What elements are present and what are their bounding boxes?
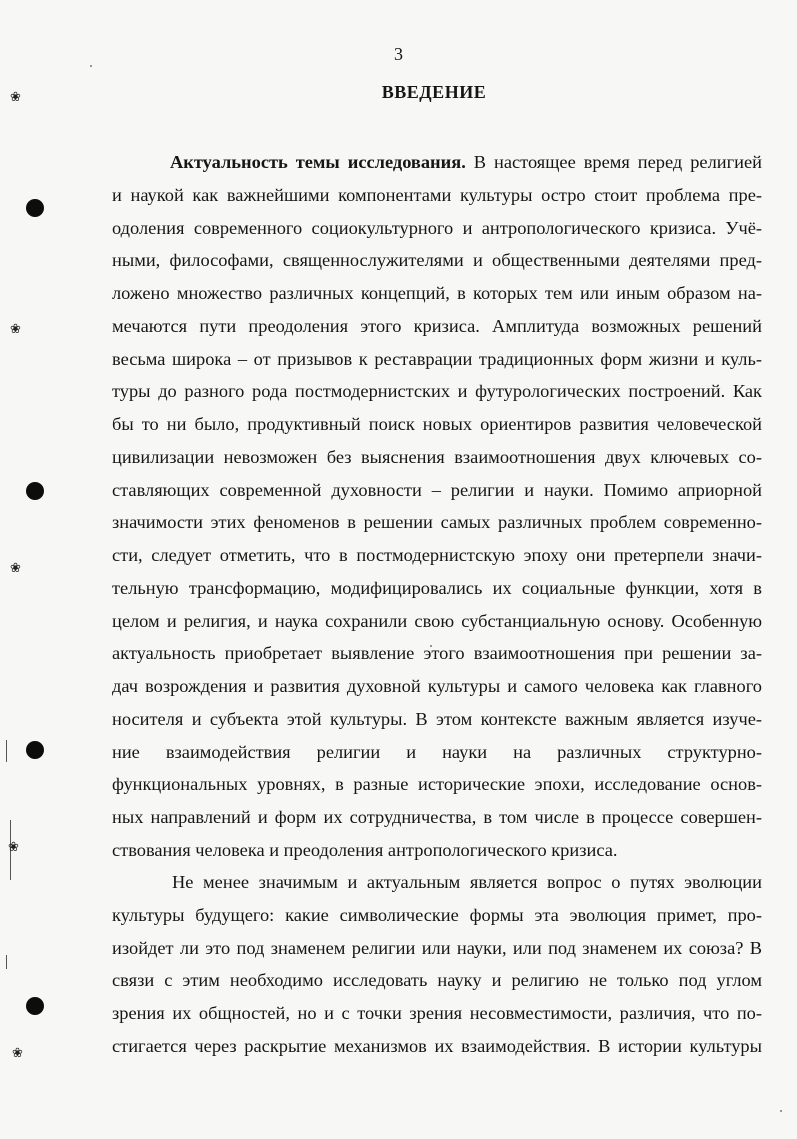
paragraph-line: дач возрождения и развития духовной культуры и самого человека как главного <box>112 676 762 696</box>
scan-speck <box>90 65 92 67</box>
paragraph-line: зрения их общностей, но и с точки зрения несовместимости, различия, что по- <box>112 1003 762 1023</box>
punch-hole-4 <box>26 997 44 1015</box>
relevance-lead: Актуальность темы исследования. <box>170 152 466 172</box>
paragraph-line: ствования человека и преодоления антропологического кризиса. <box>112 839 618 860</box>
section-heading: ВВЕДЕНИЕ <box>381 82 487 102</box>
paragraph-line: актуальность приобретает выявление этого взаимоотношения при решении за- <box>112 643 762 664</box>
paragraph-line: весьма широка – от призывов к реставрации традиционных форм жизни и куль- <box>112 348 762 369</box>
paragraph-line: функциональных уровнях, в разные исторические эпохи, исследование основ- <box>112 774 762 795</box>
paragraph-line: целом и религия, и наука сохранили свою субстанциальную основу. Особенную <box>112 610 762 631</box>
paragraph-line: и наукой как важнейшими компонентами культуры остро стоит проблема пре- <box>112 184 762 205</box>
scan-edge-line <box>6 955 7 969</box>
scan-mark: ❀ <box>10 560 21 575</box>
paragraph-line: Не менее значимым и актуальным является вопрос о путях эволюции <box>172 872 762 892</box>
scan-edge-line <box>6 740 7 762</box>
paragraph-line: Актуальность темы исследования. В настоящее время перед религией <box>170 152 762 172</box>
paragraph-line: бы то ни было, продуктивный поиск новых ориентиров развития человеческой <box>112 414 762 434</box>
punch-hole-3 <box>26 741 44 759</box>
scan-mark: ❀ <box>10 89 21 104</box>
paragraph-line: стигается через раскрытие механизмов их взаимодействия. В истории культуры <box>112 1035 762 1056</box>
paragraph-line: мечаются пути преодоления этого кризиса. Амплитуда возможных решений <box>112 315 762 336</box>
scan-mark: ❀ <box>10 321 21 336</box>
paragraph-line: изойдет ли это под знаменем религии или науки, или под знаменем их союза? В <box>112 937 762 958</box>
paragraph-line: одоления современного социокультурного и антропологического кризиса. Учё- <box>112 217 762 238</box>
punch-hole-1 <box>26 199 44 217</box>
paragraph-line: ложено множество различных концепций, в которых тем или иным образом на- <box>112 283 762 303</box>
paragraph-line: культуры будущего: какие символические формы эта эволюция примет, про- <box>112 904 762 925</box>
paragraph-line: значимости этих феноменов в решении самых различных проблем современно- <box>112 512 762 533</box>
paragraph-line: носителя и субъекта этой культуры. В этом контексте важным является изуче- <box>112 708 762 729</box>
paragraph-line: связи с этим необходимо исследовать науку и религию не только под углом <box>112 970 762 991</box>
scan-speck <box>780 1110 782 1112</box>
paragraph-line: сти, следует отметить, что в постмодернистскую эпоху они претерпели значи- <box>112 545 762 565</box>
paragraph-relevance <box>112 146 762 867</box>
punch-hole-2 <box>26 482 44 500</box>
paragraph-line: ставляющих современной духовности – религии и науки. Помимо априорной <box>112 479 762 500</box>
paragraph-line: ние взаимодействия религии и науки на различных структурно- <box>112 741 762 762</box>
paragraph-line: туры до разного рода постмодернистских и футурологических построений. Как <box>112 381 762 402</box>
scan-mark: ❀ <box>12 1045 23 1060</box>
page-number: 3 <box>394 44 403 64</box>
paragraph-future-culture <box>112 866 762 1063</box>
paragraph-line: ными, философами, священнослужителями и общественными деятелями пред- <box>112 250 762 271</box>
paragraph-line: тельную трансформацию, модифицировались их социальные функции, хотя в <box>112 577 762 598</box>
paragraph-line: ных направлений и форм их сотрудничества, в том числе в процессе совершен- <box>112 807 762 827</box>
scan-mark: ❀ <box>8 839 19 854</box>
paragraph-line: цивилизации невозможен без выяснения взаимоотношения двух ключевых со- <box>112 446 762 467</box>
